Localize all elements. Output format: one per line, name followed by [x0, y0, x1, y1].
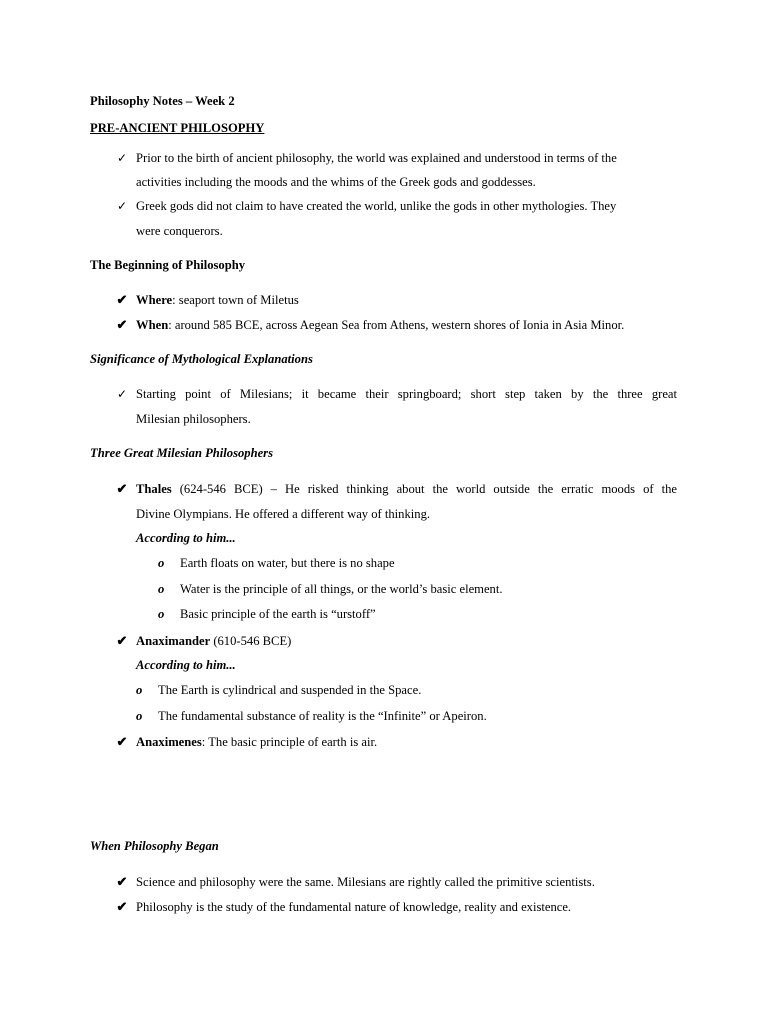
checkmark-icon: ✔ — [116, 899, 128, 914]
bullet-text — [136, 481, 677, 497]
bullet-text — [136, 633, 291, 649]
circle-bullet-icon: o — [158, 582, 165, 596]
bullet-text: Prior to the birth of ancient philosophy, the world was explained and understood in terms of the — [136, 151, 617, 165]
document-title: Philosophy Notes – Week 2 — [90, 94, 235, 108]
checkmark-icon: ✔ — [116, 292, 128, 307]
checkmark-icon: ✔ — [116, 874, 128, 889]
checkmark-icon: ✓ — [116, 199, 128, 213]
heading-significance: Significance of Mythological Explanations — [90, 352, 313, 366]
bullet-text — [136, 317, 624, 333]
where-text: : seaport town of Miletus — [172, 293, 299, 307]
anaximenes-text: : The basic principle of earth is air. — [201, 735, 378, 749]
circle-bullet-icon: o — [136, 709, 143, 723]
checkmark-icon: ✔ — [116, 317, 128, 332]
bullet-text: Philosophy is the study of the fundamental nature of knowledge, reality and existence. — [136, 900, 572, 914]
according-text: According to him... — [136, 531, 236, 545]
thales-name: Thales — [136, 482, 172, 496]
heading-when-began: When Philosophy Began — [90, 839, 219, 853]
bullet-text: Science and philosophy were the same. Milesians are rightly called the primitive scientists. — [136, 875, 595, 889]
anaximander-name: Anaximander — [136, 634, 211, 648]
checkmark-icon: ✔ — [116, 633, 128, 648]
circle-bullet-icon: o — [158, 607, 165, 621]
sub-bullet-text: Earth floats on water, but there is no shape — [180, 556, 395, 570]
anaximander-dates: (610-546 BCE) — [210, 634, 292, 648]
thales-text: (624-546 BCE) – He risked thinking about the world outside the erratic moods of the — [171, 482, 677, 496]
checkmark-icon: ✔ — [116, 734, 128, 749]
according-text: According to him... — [136, 658, 236, 672]
bullet-text: Divine Olympians. He offered a different way of thinking. — [136, 507, 431, 521]
circle-bullet-icon: o — [158, 556, 165, 570]
anaximenes-name: Anaximenes — [136, 735, 202, 749]
bullet-text: Milesian philosophers. — [136, 412, 251, 426]
when-text: : around 585 BCE, across Aegean Sea from Athens, western shores of Ionia in Asia Minor. — [168, 318, 625, 332]
sub-bullet-text: The fundamental substance of reality is the “Infinite” or Apeiron. — [158, 709, 487, 723]
when-label: When — [136, 318, 169, 332]
bullet-text: Greek gods did not claim to have created the world, unlike the gods in other mythologies. They — [136, 199, 617, 213]
sub-bullet-text: The Earth is cylindrical and suspended in the Space. — [158, 683, 422, 697]
checkmark-icon: ✔ — [116, 481, 128, 496]
where-label: Where — [136, 293, 173, 307]
sub-bullet-text: Basic principle of the earth is “urstoff” — [180, 607, 376, 621]
bullet-text: activities including the moods and the whims of the Greek gods and goddesses. — [136, 175, 536, 189]
checkmark-icon: ✓ — [116, 387, 128, 401]
heading-milesians: Three Great Milesian Philosophers — [90, 446, 273, 460]
heading-pre-ancient: PRE-ANCIENT PHILOSOPHY — [90, 121, 265, 135]
bullet-text: Starting point of Milesians; it became their springboard; short step taken by the three great — [136, 387, 677, 401]
bullet-text — [136, 292, 299, 308]
sub-bullet-text: Water is the principle of all things, or the world’s basic element. — [180, 582, 503, 596]
bullet-text — [136, 734, 377, 750]
checkmark-icon: ✓ — [116, 151, 128, 165]
heading-beginning: The Beginning of Philosophy — [90, 258, 246, 272]
bullet-text: were conquerors. — [136, 224, 223, 238]
circle-bullet-icon: o — [136, 683, 143, 697]
